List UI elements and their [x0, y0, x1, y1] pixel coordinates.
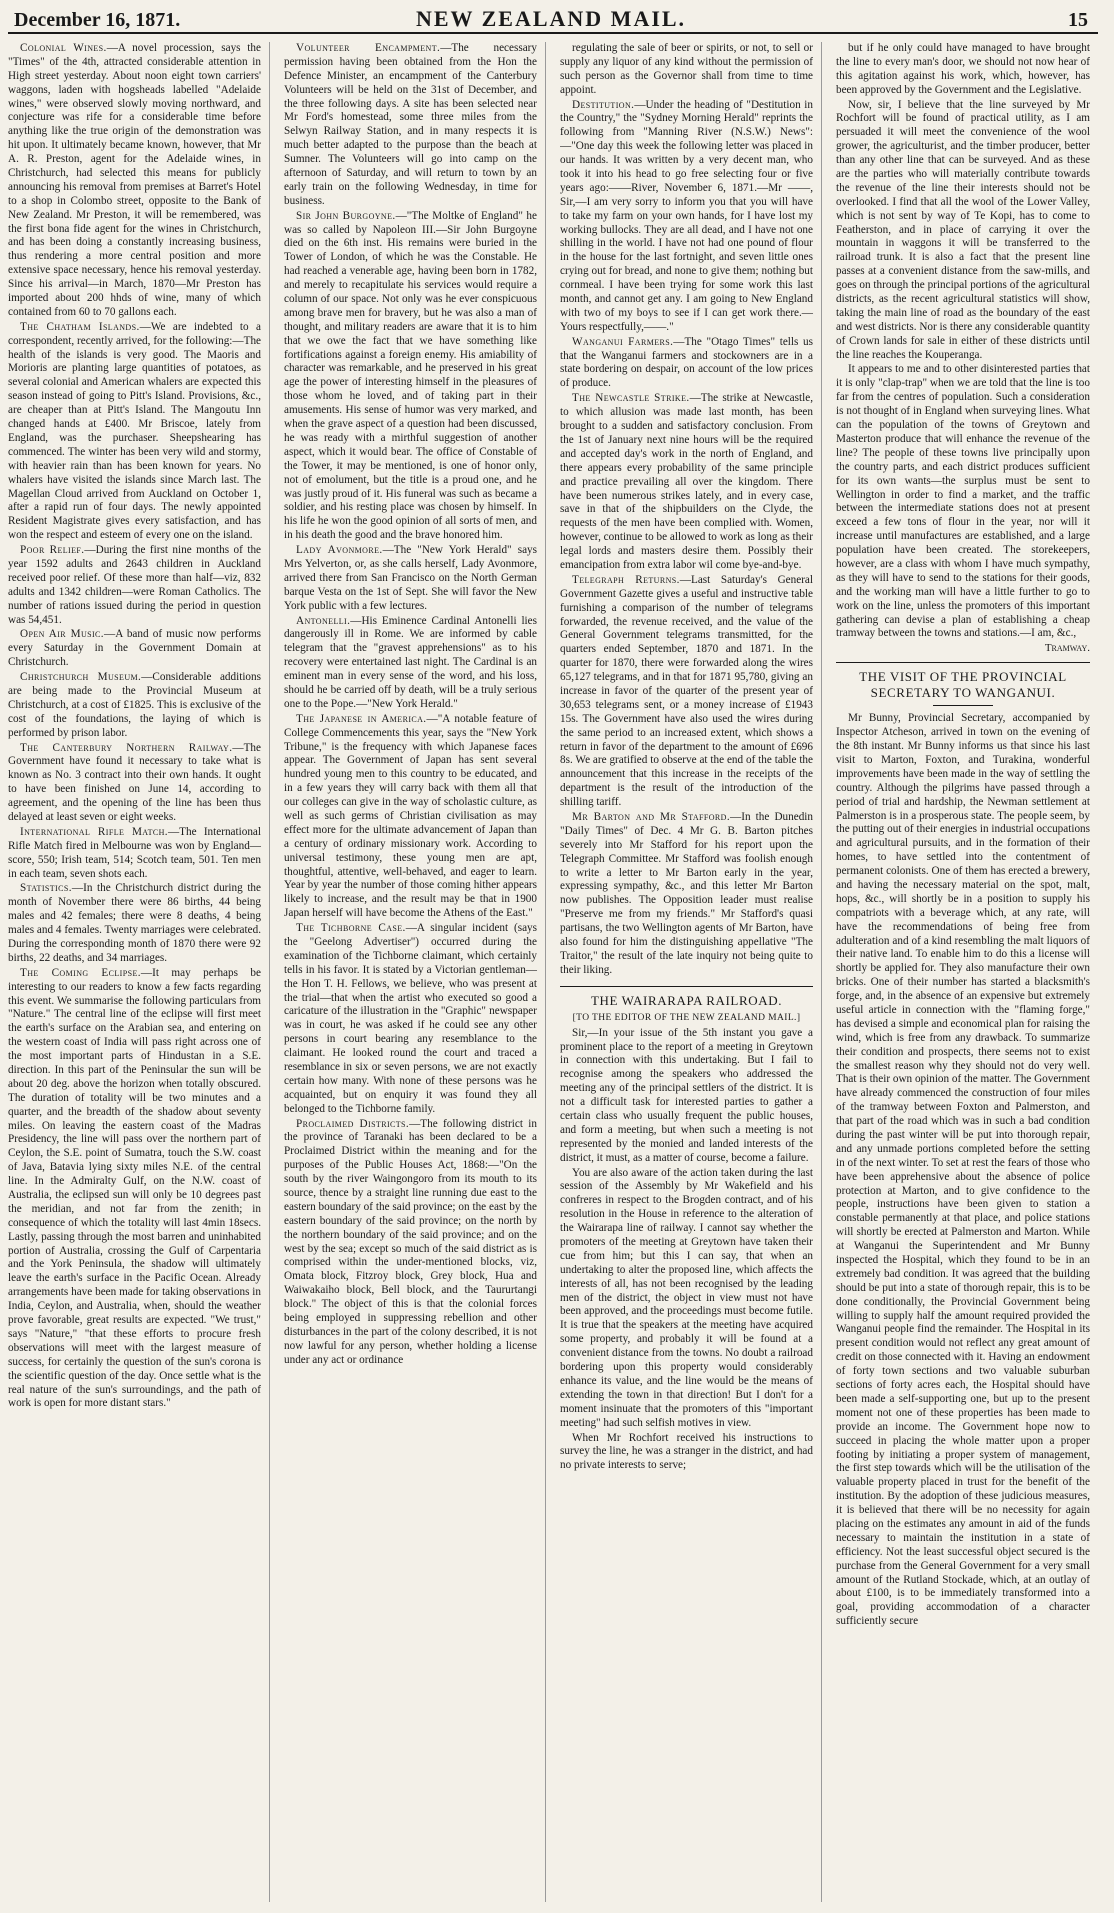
column-3-items	[560, 42, 813, 978]
news-item-heading: The Coming Eclipse.	[20, 966, 141, 979]
article-paragraph: but if he only could have managed to have brought the line to every man's door, we should not now hear of this agitation against his work, which, however, has been approved by the Government and the Legislative.	[836, 42, 1090, 96]
news-item-heading: The Japanese in America.	[296, 712, 427, 725]
news-item-text: —The International Rifle Match fired in Melbourne was won by England—score, 550; Irish team, 514; Scotch team, 501. Ten men in each team, seven shots each.	[8, 825, 261, 880]
title-rule	[933, 705, 993, 706]
news-item-heading: The Canterbury Northern Railway.	[20, 741, 233, 754]
columns	[8, 34, 1098, 1902]
news-item-text: —The following district in the province of Taranaki has been declared to be a Proclaimed District within the meaning and for the purposes of the Public Houses Act, 1868:—"On the south by the river Waingongoro from its mouth to its source, thence by a straight line running due east to the eastern boundary of the said province; on the east by the eastern boundary of the said province; on the north by the northern boundary of the said province; and on the west by the sea; except so much of the said district as is comprised within the under-mentioned blocks, viz, Omata block, Fitzroy block, Grey block, Hua and Waiwakaiho block, Bell block, and the Taururtangi block." The object of this is that the colonial forces being employed in suppressing rebellion and other disturbances in the part of the colony described, it is not now lawful for any person, whether holding a license under any act or ordinance	[284, 1117, 537, 1366]
news-item	[8, 826, 261, 882]
news-item-text: —It may perhaps be interesting to our readers to know a few facts regarding this event. We summarise the following particulars from "Nature." The central line of the eclipse will first meet the earth's surface on the Arabian sea, and entering on the western coast of India will pass right across one of the most important parts of Hindustan in a S.E. direction. In this part of the Peninsular the sun will be about 20 deg. above the horizon when totally obscured. The duration of totality will be two minutes and a quarter, and the breadth of the shadow about seventy miles. On leaving the eastern coast of the Madras Presidency, the line will pass over the northern part of Ceylon, the S.E. point of Sumatra, touch the S.W. coast of Java, Batavia lying sixty miles N.E. of the central line. In the Admiralty Gulf, on the N.W. coast of Australia, the eclipsed sun will only be 10 degrees past the meridian, and not far from the zenith; in consequence of which the totality will last 4min 18secs. Lastly, passing through the most barren and uninhabited portion of Australia, crossing the Gulf of Carpentaria and the York Peninsula, the shadow will ultimately leave the earth's surface in the Pacific Ocean. Already arrangements have been made for taking observations in India, Ceylon, and Australia, when, should the weather prove favorable, great results are expected. "We trust," says "Nature," "that these efforts to procure fresh observations will meet with the largest measure of success, for certainly the question of the sun's corona is the scientific question of the day. Once settle what is the real nature of the sun's surroundings, and the path of work is open for more distant stars."	[8, 966, 261, 1410]
news-item	[560, 42, 813, 98]
news-item-heading: Destitution.	[572, 98, 635, 111]
article-paragraph: Sir,—In your issue of the 5th instant you gave a prominent place to the report of a meeting in Greytown in connection with this undertaking. But I fail to recognise among the speakers who addressed the meeting any of the principal settlers of the district. It is not a difficult task for interested parties to gather a certain class who usually frequent the public houses, and form a meeting, but when such a meeting is not represented by the monied and landed interests of the district, it must, as a matter of course, become a failure.	[560, 1026, 813, 1164]
news-item-text: —In the Christchurch district during the month of November there were 86 births, 44 being males and 42 females; there were 8 deaths, 4 being males and 4 females. Twenty marriages were celebrated. During the corresponding month of 1870 there were 92 births, 22 deaths, and 34 marriages.	[8, 882, 261, 964]
article-paragraph: It appears to me and to other disinterested parties that it is only "clap-trap" when we are told that the line is too far from the centres of population. Such a consideration is not thought of in England when surveying lines. What can the population of the towns of Greytown and Masterton produce that will enhance the revenue of the line? The people of these towns live principally upon the country parts, and each district produces sufficient for its own wants—the surplus must be sent to Wellington in order to find a market, and the traffic between the intermediate stations does not at present exceed a few tons of flour in the year, nor will it increase until manufactures are established, and a large population have been created. The storekeepers, however, are a class with whom I have much sympathy, as they will have to send to the stations for their goods, and the working man will have a little further to go to work on the line, unless the promoters of this important gathering can devise a plan of establishing a cheap tramway between the towns and stations.—I am, &c.,	[836, 363, 1090, 640]
news-item-text: —The "Otago Times" tells us that the Wanganui farmers and stockowners are in a state bordering on despair, on account of the low prices of produce.	[560, 335, 813, 390]
news-item-heading: Telegraph Returns.	[572, 573, 680, 586]
wairarapa-title: THE WAIRARAPA RAILROAD.	[560, 986, 813, 1009]
issue-date: December 16, 1871.	[14, 9, 181, 31]
news-item-heading: Sir John Burgoyne.	[296, 209, 396, 222]
news-item-text: —A novel procession, says the "Times" of the 4th, attracted considerable attention in High street yesterday. About noon eight town carriers' waggons, laden with hogsheads labelled "Adelaide wines," were observed slowly moving northward, and conjecture was rife for a considerable time before anything like the true origin of the demonstration was hit upon. It ultimately became known, however, that Mr A. R. Preston, agent for the Adelaide wines, in Christchurch, had selected this means for publicly announcing his removal from premises at Barret's Hotel to a shop in Colombo street, opposite to the Bank of New Zealand. Mr Preston, it will be remembered, was the first bona fide agent for the wines in Christchurch, and has been doing a constantly increasing business, thus rendering a more central position and more extensive space necessary, hence his removal yesterday. Since his arrival—in March, 1870—Mr Preston has imported about 200 hhds of wine, many of which contained from 60 to 70 gallons each.	[8, 42, 261, 318]
news-item-text: —The "New York Herald" says Mrs Yelverton, or, as she calls herself, Lady Avonmore, arrived there from San Francisco on the North German barque Vesta on the 1st of Sept. She will favor the New York public with a few lectures.	[284, 544, 537, 612]
news-item	[284, 922, 537, 1116]
news-item-text: —We are indebted to a correspondent, recently arrived, for the following:—The health of the islands is very good. The Maoris and Morioris are planting large quantities of potatoes, as several colonial and American whalers are expected this season instead of going to Pitt's Island. Provisions, &c., are cheaper than at Pitt's Island. The Mangoutu Inn changed hands at £400. Mr Briscoe, lately from England, was the purchaser. Sheepshearing has commenced. The winter has been very wild and stormy, with heavier rain than has been known for years. No whalers have visited the islands since March last. The Magellan Cloud arrived from Auckland on October 1, after a rapid run of four days. The newly appointed Resident Magistrate gives every satisfaction, and has won the respect and esteem of every one on the island.	[8, 320, 261, 542]
news-item-heading: Antonelli.	[296, 614, 351, 627]
news-item-text: —In the Dunedin "Daily Times" of Dec. 4 Mr G. B. Barton pitches severely into Mr Stafford for his report upon the Telegraph Committee. Mr Stafford was foolish enough to write a letter to Mr Barton early in the year, expressing sympathy, &c., and this letter Mr Barton now publishes. The Opposition leader must realise "Preserve me from my friends." Mr Stafford's quasi partisans, the two Wellington agents of Mr Barton, have also found for him the distinguishing appellative "The Traitor," the result of the late inquiry not being quite to their liking.	[560, 810, 814, 976]
news-item-text: —Under the heading of "Destitution in the Country," the "Sydney Morning Herald" reprints the following from "Manning River (N.S.W.) News":—"One day this week the following letter was placed in our hands. It was written by a very decent man, who took it into his head to go free selecting four or five years ago:——River, November 6, 1871.—Mr ——, Sir,—I am very sorry to inform you that you will have to take my farm on your own hands, for I have lost my working bullocks. They are all dead, and I have not one shilling in the world. I have not had one pound of flour in the house for the last fortnight, and seven little ones crying out for bread, and none to give them; nothing but cornmeal. I have been trying for some work this last month, and cannot get any. I am going to New England with two of my boys to see if I can get work there.—Yours respectfully,——."	[560, 98, 813, 333]
column-1	[8, 42, 270, 1902]
news-item-heading: Volunteer Encampment.	[296, 42, 441, 54]
news-item	[284, 42, 537, 209]
news-item-heading: The Newcastle Strike.	[572, 392, 690, 405]
column-3	[560, 42, 822, 1902]
news-item-text: —"A notable feature of College Commencements this year, says the "New York Tribune," is the frequency with which Japanese faces appear. The Government of Japan has sent several hundred young men to this country to be educated, and in a few years they will carry back with them all that our colleges can give in the way of scholastic culture, as well as such germs of Christian civilisation as may effect more for the ultimate advancement of Japan than a century of ordinary missionary work. According to universal testimony, these young men are apt, thoughtful, attentive, well-behaved, and eager to learn. Year by year the number of those coming hither appears likely to increase, and the result may be that in 1900 Japan herself will have become the Athens of the East."	[284, 712, 537, 920]
news-item	[8, 742, 261, 825]
newspaper-title: NEW ZEALAND MAIL.	[415, 6, 687, 31]
article-paragraph: You are also aware of the action taken during the last session of the Assembly by Mr Wakefield and his confreres in respect to the Brogden contract, and of his resolution in the House in reference to the alteration of the Wairarapa line of railway. I cannot say whether the promoters of the meeting at Greytown have taken their cue from him; but this I can say, that when an undertaking to alter the proposed line, which affects the interests of all, has not been recognised by the leading men of the district, the object in view must not have been approved, and the proceedings must become futile. It is true that the speakers at the meeting have acquired some property, and probably it will be found at a convenient distance from the towns. No doubt a railroad bordering upon this property would considerably enhance its value, and the line would be the means of extending the town in that direction! But I don't for a moment insinuate that the promoters of this "important meeting" had such selfish motives in view.	[560, 1166, 813, 1429]
letter-signoff: Tramway.	[1044, 642, 1090, 655]
news-item-text: —A singular incident (says the "Geelong Advertiser") occurred during the examination of the Tichborne claimant, which certainly tells in his favor. It is stated by a Victorian gentleman—the Hon T. H. Fellows, we believe, who was present at the trial—that when the artist who executed so good a caricature of the illustration in the "Graphic" newspaper was in court, he was asked if he could see any other persons in court bearing any resemblance to the claimant. He looked round the court and traced a resemblance in six or seven persons, we are not exactly certain how many. With none of these persons was he acquainted, but on enquiry it was found they all belonged to the Tichborne family.	[284, 922, 537, 1115]
news-item-heading: Colonial Wines.	[20, 42, 107, 54]
news-item-text: —Last Saturday's General Government Gazette gives a useful and instructive table furnishing a comparison of the number of telegrams forwarded, the revenue received, and the value of the General Government telegrams transmitted, for the quarters ended September, 1870 and 1871. In the quarter for 1870, there were forwarded along the wires 65,127 telegrams, and in that for 1871 95,780, giving an increase in favor of the quarter of the present year of 30,653 telegrams sent, or a money increase of £1943 15s. The Government have also used the wires during the same period to an increased extent, which shows a return in favor of the department to the amount of £696 8s. We are gratified to observe at the end of the table the announcement that this increase in the receipts of the department is the result of the introduction of the shilling tariff.	[560, 573, 813, 809]
news-item-heading: Poor Relief.	[20, 544, 85, 557]
news-item-heading: Statistics.	[20, 882, 72, 895]
news-item	[8, 628, 261, 670]
news-item	[8, 544, 261, 627]
news-item	[8, 967, 261, 1412]
news-item-text: —"The Moltke of England" he was so called by Napoleon III.—Sir John Burgoyne died on the 6th inst. His remains were buried in the Tower of London, of which he was the Constable. He had reached a venerable age, having been born in 1782, and merely to recapitulate his services would require a column of our space. Not only was he ever conspicuous among brave men for bravery, but he was also a man of thought, and military readers are aware that it is to him that we owe the fact that we have something like fortifications against a foreign enemy. His amiability of character was remarkable, and he preserved in his great age the power of interesting himself in the pleasures of those whom he loved, and of taking part in their amusements. His sense of humor was very marked, and when the grave aspect of a question had been discussed, he was ready with a mirthful suggestion of another aspect, which it would bear. The office of Constable of the Tower, it may be mentioned, is one of honor only, not of emolument, but the title is a proud one, and he was justly proud of it. His funeral was such as became a soldier, and his resting place was chosen by himself. In his life he won the good opinion of all sorts of men, and in his death the good and the brave honored him.	[284, 209, 537, 542]
news-item	[284, 1118, 537, 1368]
news-item-text: —The strike at Newcastle, to which allusion was made last month, has been brought to a sudden and satisfactory conclusion. From the 1st of January next nine hours will be the required and accepted day's work in the north of England, and there appears every probability of the same principle and practice prevailing all over the kingdom. There have been numerous strikes lately, and in every case, save in that of the shipbuilders on the Clyde, the requests of the men have been complied with. Women, however, continue to be allowed to work as long as their legal lords and masters desire them. Possibly their emancipation from extra labor wil come bye-and-bye.	[560, 392, 813, 571]
news-item	[284, 615, 537, 712]
news-item	[8, 321, 261, 543]
news-item-heading: Christchurch Museum.	[20, 671, 142, 684]
news-item-text: regulating the sale of beer or spirits, or not, to sell or supply any liquor of any kind without the permission of such person as the Governor shall from time to time appoint.	[560, 42, 813, 96]
masthead	[8, 6, 1098, 34]
news-item-heading: Open Air Music.	[20, 628, 104, 641]
wairarapa-article	[560, 1027, 813, 1474]
news-item-heading: Wanganui Farmers.	[572, 335, 674, 348]
news-item-text: —The necessary permission having been obtained from the Hon the Defence Minister, an encampment of the Canterbury Volunteers will be held on the 31st of December, and the three following days. A site has been selected near Mr Ford's homestead, some three miles from the Selwyn Railway Station, and in many respects it is much better adapted to the purpose than the beach at Sumner. The Volunteers will go into camp on the afternoon of Saturday, and will return to town by an early train on the following Wednesday, in time for business.	[284, 42, 537, 207]
wairarapa-editor-line: [TO THE EDITOR OF THE NEW ZEALAND MAIL.]	[572, 1012, 801, 1023]
news-item-heading: International Rifle Match.	[20, 825, 168, 838]
news-item-text: —A band of music now performs every Saturday in the Government Domain at Christchurch.	[8, 628, 262, 669]
news-item	[284, 210, 537, 543]
news-item	[560, 392, 813, 573]
article-paragraph: When Mr Rochfort received his instructions to survey the line, he was a stranger in the district, and had no private interests to serve;	[560, 1431, 813, 1472]
page-number: 15	[1068, 9, 1088, 31]
news-item-text: —The Government have found it necessary to take what is known as No. 3 contract into their own hands. It ought to have been finished on June 14, according to agreement, and the opening of the line has been thus delayed at least seven or eight weeks.	[8, 741, 261, 823]
article-paragraph: Now, sir, I believe that the line surveyed by Mr Rochfort will be found of practical utility, as I am persuaded it will meet the convenience of the wool grower, the agriculturist, and the timber producer, better than any other line that can be surveyed. And as these are the parties who will materially contribute towards the revenue of the line their interests should not be overlooked. I find that all the wool of the Lower Valley, which is not sent by way of Te Kopi, has to come to Featherston, and in place of carrying it over the mountain in waggons it will be transferred to the railroad trunk. It is also a fact that the present line passes at a convenient distance from the saw-mills, and goes on through the principal portions of the agricultural districts, as the recent agricultural statistics will show, taking the main line of road as the boundary of the east and west districts. Nor is there any considerable quantity of Crown lands for sale in either of these districts until the line reaches the Kouperanga.	[836, 98, 1090, 361]
news-item-heading: The Tichborne Case.	[296, 922, 406, 935]
news-item	[284, 544, 537, 613]
news-item	[8, 671, 261, 740]
news-item-heading: Proclaimed Districts.	[296, 1117, 410, 1130]
news-item-heading: Mr Barton and Mr Stafford.	[572, 810, 731, 823]
provincial-article	[836, 712, 1090, 1629]
news-item	[284, 713, 537, 921]
news-item	[560, 574, 813, 810]
news-item-text: —During the first nine months of the year 1592 adults and 2643 children in Auckland received poor relief. Of these more than half—viz, 832 adults and 1342 children—were Roman Catholics. The number of rations issued during the period in question was 54,451.	[8, 544, 261, 626]
news-item	[560, 336, 813, 392]
wairarapa-continued	[836, 42, 1090, 641]
news-item-heading: The Chatham Islands.	[20, 320, 140, 333]
news-item-text: —Considerable additions are being made to the Provincial Museum at Christchurch, at a cost of £1825. This is exclusive of the cost of the foundations, the laying of which is performed by prison labor.	[8, 671, 261, 739]
news-item	[560, 811, 813, 978]
news-item-heading: Lady Avonmore.	[296, 544, 383, 557]
news-item	[560, 99, 813, 335]
column-4	[836, 42, 1098, 1902]
news-item	[8, 882, 261, 965]
column-2	[284, 42, 546, 1902]
news-item-text: —His Eminence Cardinal Antonelli lies dangerously ill in Rome. We are informed by cable telegram that the "gravest apprehensions" as to his recovery were entertained last night. The Cardinal is an eminent man in every sense of the word, and his loss, should he be carried off by death, will be a truly serious one to the Pope.—"New York Herald."	[284, 614, 537, 710]
provincial-title: THE VISIT OF THE PROVINCIAL SECRETARY TO WANGANUI.	[836, 662, 1090, 701]
article-paragraph: Mr Bunny, Provincial Secretary, accompanied by Inspector Atcheson, arrived in town on the evening of the 8th instant. Mr Bunny informs us that since his last visit to Marton, Foxton, and Turakina, wonderful improvements have been made in the way of settling the country. Although the pilgrims have passed through a period of trial and hardship, the Newman settlement at Palmerston is in a prosperous state. The people seem, by the putting out of their energies in industrial occupations and agricultural pursuits, and in the formation of their homes, to have settled into the contentment of permanent colonists. One of them has erected a brewery, and having the necessary material on the spot, malt, hops, &c., will shortly be in a position to supply his compatriots with a beverage which, at any rate, will have the recommendations of being free from adulteration and of a kind resembling the malt liquors of their native land. To enable him to do this a license will shortly be applied for. They also manufacture their own bricks. One of their number has started a blacksmith's forge, and, in the absence of an expensive but extremely useful article in connection with the "flaming forge," has devised a simple and economical plan for raising the wind, which is free from any drawback. To summarize their condition and prospects, there seems not to exist the smallest reason why they should not do very well. That is their own opinion of the matter. The Government have already commenced the construction of four miles of the tramway between Foxton and Palmerston, and that part of the road which was in such a bad condition during the past winter will be put into thorough repair, and any unmade portions completed before the setting in of the next winter. To set at rest the fears of those who have been apprehensive about the absence of police protection at Marton, and to give confidence to the people, instructions have been given to station a constable permanently at that place, and police stations will shortly be erected at Palmerston and Marton. While at Wanganui the Superintendent and Mr Bunny inspected the Hospital, which they found to be in an extremely bad condition. It was agreed that the building should be put into a state of thorough repair, this is to be done conditionally, the Provincial Government being willing to supply half the amount required provided the Wanganui people find the remainder. The Hospital in its present condition would not reflect any great amount of credit on those connected with it. Having an endowment of forty town sections and two valuable suburban sections of forty acres each, the Hospital should have been made a self-supporting one, but up to the present moment not one of these properties has been made to provide an income. The Government hope now to succeed in placing the whole matter upon a proper footing by initiating a proper system of management, the first step towards which will be the utilisation of the valuable property placed in trust for the benefit of the institution. By the adoption of these judicious measures, it is believed that there will be no necessity for again placing on the estimates any amount in aid of the funds necessary to maintain the institution in a state of efficiency. Not the least successful object secured is the purchase from the General Government for a very small amount of the Rutland Stockade, which, at an outlay of about £100, is to be immediately transformed into a goal, providing accommodation of a character sufficiently secure	[836, 712, 1090, 1628]
news-item	[8, 42, 261, 320]
